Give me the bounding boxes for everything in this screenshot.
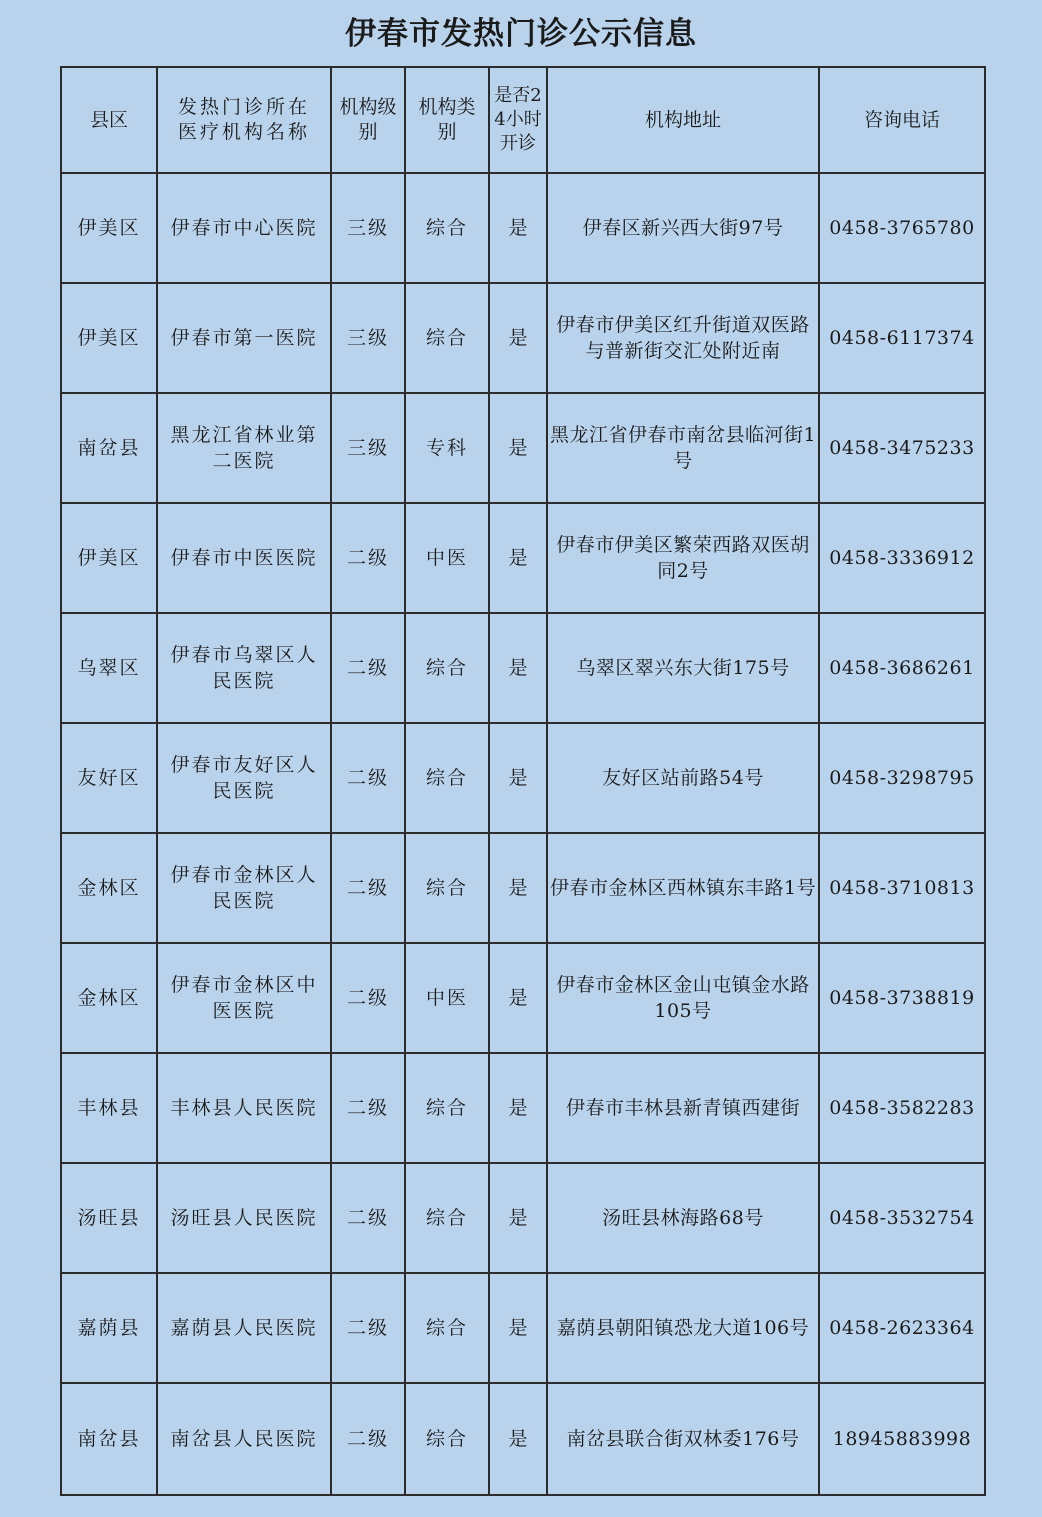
cell-open24: 是 — [489, 943, 547, 1053]
cell-phone: 0458-3475233 — [819, 393, 985, 503]
table-header-row — [61, 67, 985, 173]
cell-type: 综合 — [405, 1273, 489, 1383]
cell-phone: 0458-3686261 — [819, 613, 985, 723]
page-title: 伊春市发热门诊公示信息 — [345, 16, 697, 52]
table-row — [61, 1053, 985, 1163]
cell-address: 汤旺县林海路68号 — [547, 1163, 819, 1273]
cell-county: 南岔县 — [61, 393, 157, 503]
cell-phone: 0458-3710813 — [819, 833, 985, 943]
cell-open24: 是 — [489, 173, 547, 283]
cell-type: 综合 — [405, 173, 489, 283]
cell-type: 综合 — [405, 1383, 489, 1495]
cell-open24: 是 — [489, 1383, 547, 1495]
table-row — [61, 943, 985, 1053]
table-row — [61, 613, 985, 723]
cell-level: 二级 — [331, 723, 405, 833]
cell-address: 伊春市伊美区繁荣西路双医胡同2号 — [547, 503, 819, 613]
cell-hospital: 伊春市金林区人民医院 — [157, 833, 331, 943]
table-row — [61, 503, 985, 613]
header-address: 机构地址 — [547, 67, 819, 173]
cell-level: 二级 — [331, 503, 405, 613]
cell-hospital: 南岔县人民医院 — [157, 1383, 331, 1495]
cell-level: 二级 — [331, 1383, 405, 1495]
cell-address: 伊春市伊美区红升街道双医路与普新街交汇处附近南 — [547, 283, 819, 393]
cell-open24: 是 — [489, 1273, 547, 1383]
cell-type: 综合 — [405, 613, 489, 723]
cell-county: 乌翠区 — [61, 613, 157, 723]
cell-address: 乌翠区翠兴东大街175号 — [547, 613, 819, 723]
cell-phone: 0458-3738819 — [819, 943, 985, 1053]
cell-open24: 是 — [489, 1053, 547, 1163]
cell-county: 伊美区 — [61, 283, 157, 393]
cell-hospital: 伊春市乌翠区人民医院 — [157, 613, 331, 723]
cell-hospital: 伊春市中医医院 — [157, 503, 331, 613]
cell-type: 专科 — [405, 393, 489, 503]
header-type: 机构类别 — [405, 67, 489, 173]
header-level: 机构级别 — [331, 67, 405, 173]
cell-hospital: 伊春市第一医院 — [157, 283, 331, 393]
cell-county: 伊美区 — [61, 503, 157, 613]
cell-phone: 18945883998 — [819, 1383, 985, 1495]
cell-county: 汤旺县 — [61, 1163, 157, 1273]
cell-address: 友好区站前路54号 — [547, 723, 819, 833]
cell-open24: 是 — [489, 283, 547, 393]
cell-phone: 0458-3532754 — [819, 1163, 985, 1273]
cell-level: 二级 — [331, 1163, 405, 1273]
cell-type: 中医 — [405, 943, 489, 1053]
cell-type: 综合 — [405, 283, 489, 393]
cell-type: 综合 — [405, 833, 489, 943]
cell-hospital: 伊春市友好区人民医院 — [157, 723, 331, 833]
cell-county: 嘉荫县 — [61, 1273, 157, 1383]
cell-open24: 是 — [489, 723, 547, 833]
header-open24: 是否24小时开诊 — [489, 67, 547, 173]
cell-county: 金林区 — [61, 833, 157, 943]
table-row — [61, 173, 985, 283]
cell-level: 二级 — [331, 1273, 405, 1383]
table-row — [61, 833, 985, 943]
table-row — [61, 393, 985, 503]
table-row — [61, 1383, 985, 1495]
header-hospital: 发热门诊所在医疗机构名称 — [157, 67, 331, 173]
header-county: 县区 — [61, 67, 157, 173]
cell-type: 中医 — [405, 503, 489, 613]
cell-hospital: 伊春市金林区中医医院 — [157, 943, 331, 1053]
cell-address: 伊春市金林区西林镇东丰路1号 — [547, 833, 819, 943]
cell-hospital: 汤旺县人民医院 — [157, 1163, 331, 1273]
cell-hospital: 伊春市中心医院 — [157, 173, 331, 283]
cell-county: 伊美区 — [61, 173, 157, 283]
cell-address: 黑龙江省伊春市南岔县临河街1号 — [547, 393, 819, 503]
cell-level: 三级 — [331, 393, 405, 503]
table-row — [61, 1273, 985, 1383]
cell-level: 二级 — [331, 613, 405, 723]
cell-open24: 是 — [489, 1163, 547, 1273]
cell-phone: 0458-3298795 — [819, 723, 985, 833]
cell-open24: 是 — [489, 393, 547, 503]
table-row — [61, 283, 985, 393]
cell-hospital: 嘉荫县人民医院 — [157, 1273, 331, 1383]
cell-type: 综合 — [405, 723, 489, 833]
cell-hospital: 丰林县人民医院 — [157, 1053, 331, 1163]
cell-address: 伊春市金林区金山屯镇金水路105号 — [547, 943, 819, 1053]
cell-phone: 0458-3582283 — [819, 1053, 985, 1163]
cell-phone: 0458-3765780 — [819, 173, 985, 283]
fever-clinic-table — [60, 66, 986, 1496]
cell-level: 二级 — [331, 1053, 405, 1163]
cell-open24: 是 — [489, 613, 547, 723]
cell-open24: 是 — [489, 503, 547, 613]
cell-county: 金林区 — [61, 943, 157, 1053]
header-phone: 咨询电话 — [819, 67, 985, 173]
cell-level: 二级 — [331, 943, 405, 1053]
cell-county: 友好区 — [61, 723, 157, 833]
cell-county: 南岔县 — [61, 1383, 157, 1495]
cell-level: 三级 — [331, 283, 405, 393]
cell-phone: 0458-6117374 — [819, 283, 985, 393]
cell-address: 伊春区新兴西大街97号 — [547, 173, 819, 283]
table-row — [61, 723, 985, 833]
cell-hospital: 黑龙江省林业第二医院 — [157, 393, 331, 503]
cell-phone: 0458-3336912 — [819, 503, 985, 613]
cell-phone: 0458-2623364 — [819, 1273, 985, 1383]
cell-level: 二级 — [331, 833, 405, 943]
cell-type: 综合 — [405, 1163, 489, 1273]
cell-county: 丰林县 — [61, 1053, 157, 1163]
cell-address: 南岔县联合街双林委176号 — [547, 1383, 819, 1495]
table-row — [61, 1163, 985, 1273]
cell-level: 三级 — [331, 173, 405, 283]
cell-address: 伊春市丰林县新青镇西建街 — [547, 1053, 819, 1163]
cell-type: 综合 — [405, 1053, 489, 1163]
cell-open24: 是 — [489, 833, 547, 943]
cell-address: 嘉荫县朝阳镇恐龙大道106号 — [547, 1273, 819, 1383]
